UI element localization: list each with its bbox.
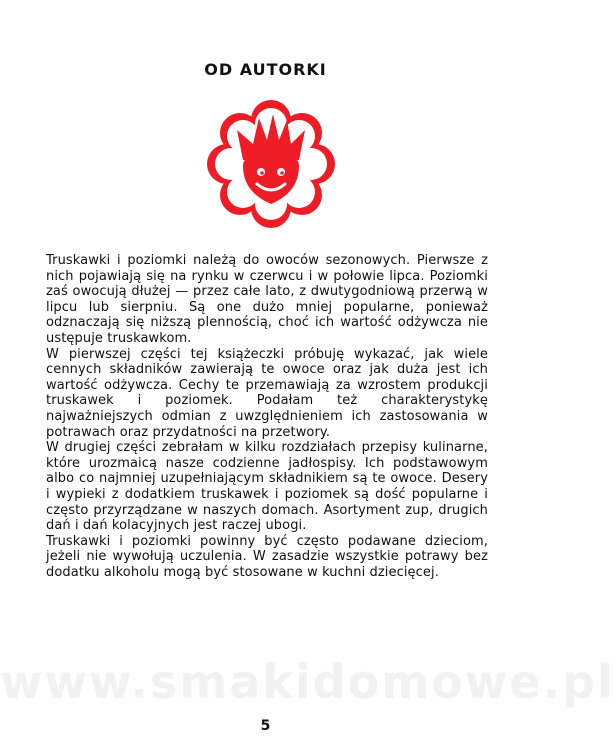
paragraph: W drugiej części zebrałam w kilku rozdziałach przepisy kulinarne, które urozmaicą nasze codzienne jadłospisy. Ich podstawowym albo co najmniej uzupełniającym składnikiem są te owoce. Desery i wypieki z dodatkiem truskawek i poziomek są dość popularne i często przyrządzane w naszych domach. Asortyment zup, drugich dań i dań kolacyjnych jest raczej ubogi. [46, 440, 488, 534]
strawberry-face-emblem-icon [207, 100, 335, 228]
paragraph: Truskawki i poziomki powinny być często podawane dzieciom, jeżeli nie wywołują uczulenia. W zasadzie wszystkie potrawy bez dodatku alkoholu mogą być stosowane w kuchni dziecięcej. [46, 533, 488, 580]
page-number: 5 [260, 718, 271, 734]
watermark: www.smakidomowe.pl [0, 655, 615, 709]
paragraph: W pierwszej części tej książeczki próbuję wykazać, jak wiele cennych składników zawierają te owoce oraz jak duża jest ich wartość odżywcza. Cechy te przemawiają za wzrostem produkcji truskawek i poziomek. Podałam też charakterystykę najważniejszych odmian z uwzględnieniem ich zastosowania w potrawach oraz przydatności na przetwory. [46, 346, 488, 440]
page-title: OD AUTORKI [204, 60, 327, 79]
paragraph: Truskawki i poziomki należą do owoców sezonowych. Pierwsze z nich pojawiają się na rynku w czerwcu i w połowie lipca. Poziomki zaś owocują dłużej — przez całe lato, z dwutygodniową przerwą w lipcu lub sierpniu. Są one dużo mniej popularne, ponieważ odznaczają się niższą plennością, choć ich wartość odżywcza nie ustępuje truskawkom. [46, 253, 488, 346]
body-text [46, 253, 488, 580]
